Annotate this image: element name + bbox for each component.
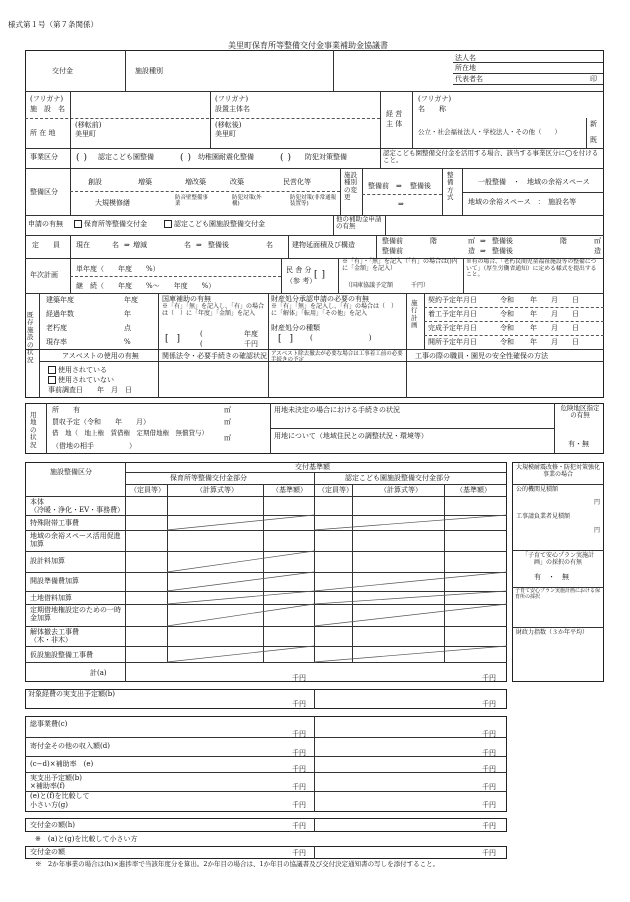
area-after: 整備後	[492, 237, 513, 245]
disaster-title: 危険地区指定の有無	[560, 404, 600, 420]
work-item-privatize[interactable]: 民営化等	[283, 178, 311, 186]
col-category: 施設整備区分	[50, 468, 92, 476]
other-subsidy-label: 他の補助金申請の有無	[336, 215, 382, 231]
fiscal-index: 財政力指数（３か年平均）	[516, 629, 589, 636]
sub-capacity: （定員等）	[130, 486, 165, 494]
sub-base-2: （基準額）	[456, 486, 491, 494]
g-label-1: (e)と(f)を比較して	[30, 792, 90, 800]
body-furigana: (フリガナ)	[215, 95, 249, 103]
capacity-increase: 増減	[133, 241, 147, 249]
m2-unit: ㎡	[224, 406, 231, 414]
d-label: 寄付金その他の収入額(d)	[30, 742, 110, 750]
existing-label: 既存施設の状況	[27, 311, 34, 364]
document-title: 美里町保育所等整備交付金事業補助金協議書	[228, 41, 388, 50]
row-design: 設計料加算	[30, 557, 65, 565]
row-grant	[25, 846, 507, 859]
public-estimate: 公的機関見積額	[516, 486, 559, 493]
arrow: ⇒	[480, 237, 486, 245]
disaster-value[interactable]: 有・無	[568, 440, 589, 448]
method-label: 整備方式	[447, 171, 454, 202]
start-date-label: 着工予定年月日	[428, 310, 477, 318]
land-local: 用地について（地域住民との調整状況・環境等）	[274, 432, 428, 440]
plan-note: 子育て安心プラン実施計画における保育所の採択	[515, 588, 601, 600]
asbestos-used: 使用されている	[58, 366, 107, 374]
grant-type-label: 交付金	[52, 67, 73, 75]
facility-furigana: (フリガナ)	[30, 95, 64, 103]
asbestos-not-used: 使用されていない	[58, 376, 114, 384]
unit: 千円	[482, 765, 496, 773]
land-lessor: （借地の相手 ）	[52, 442, 136, 450]
m2-unit: ㎡	[468, 237, 475, 245]
location-label: 所 在 地	[30, 129, 56, 137]
body-name-label: 設置主体名	[215, 105, 250, 113]
subsidy-note: ※「有」「無」を記入し、「有」の場合は（ ）に「年度」「金額」を記入	[162, 303, 265, 317]
date-value[interactable]: 年 月 日	[530, 310, 579, 318]
operator-label-2: 主 体	[386, 120, 403, 128]
h-note: ※ (a)と(g)を比較して小さい方	[35, 835, 138, 843]
project-category-label: 事業区分	[30, 153, 58, 161]
plan-title: 「子育て安心プラン実施計画」の採択の有無	[521, 552, 594, 566]
request-nursery: 保育所等整備交付金	[84, 220, 147, 228]
open-date-label: 開所予定年月日	[428, 338, 477, 346]
unit-person: 名	[112, 241, 119, 249]
work-item-repair[interactable]: 大規模修繕	[95, 199, 130, 207]
build-year-label: 建築年度	[46, 296, 74, 304]
row-land-lease: 土地借料加算	[30, 594, 72, 602]
degradation-unit: 点	[124, 324, 131, 332]
build-year-unit: 年度	[124, 296, 138, 304]
work-item-sound[interactable]: 防音壁整備事業	[175, 195, 209, 208]
structure-after: 整備後	[492, 247, 513, 255]
operator-label-1: 経 営	[386, 110, 403, 118]
yen: 円	[594, 527, 601, 534]
unit-person: 名	[184, 241, 191, 249]
land-lease: 借 地（ 地上権 賃借権 定期借地権 無償貸与）	[52, 429, 208, 437]
date-value[interactable]: 年 月 日	[530, 338, 579, 346]
area-before: 整備前	[382, 237, 403, 245]
group-nursery: 保育所等整備交付金部分	[170, 474, 247, 482]
work-item-ext-rebuild[interactable]: 増改築	[185, 178, 206, 186]
unit: 千円	[482, 700, 496, 708]
capacity-current: 現在	[76, 241, 90, 249]
asbestos-title: アスベストの使用の有無	[62, 352, 139, 360]
unit: 千円	[292, 822, 306, 830]
work-item-new[interactable]: 創設	[88, 178, 102, 186]
contract-date-label: 契約予定年月日	[428, 296, 477, 304]
summary-block	[25, 716, 507, 812]
structure-unit: 造	[468, 247, 475, 255]
degradation-label: 老朽度	[46, 324, 67, 332]
floors-unit-2: 階	[560, 237, 567, 245]
disposal-note: ※「有」「無」を記入し、「有」の場合は（ ）に「解体」「転用」「その他」を記入	[271, 303, 398, 317]
m2-unit: ㎡	[224, 434, 231, 442]
work-item-extension[interactable]: 増築	[138, 178, 152, 186]
land-bought: 買収予定（令和 年 月）	[52, 418, 150, 426]
private-label: 民 舎 分	[286, 266, 312, 274]
land-label: 用地の状況	[30, 411, 37, 449]
arrow: ⇒	[196, 241, 202, 249]
unit: 千円	[292, 730, 306, 738]
disposal-title: 財産処分承認申請の必要の有無	[271, 295, 369, 303]
unit: 千円	[292, 700, 306, 708]
structure-unit-2: 造	[594, 247, 601, 255]
age-unit: 年	[124, 310, 131, 318]
law-title: 関係法令・必要手続きの確認状況	[162, 352, 267, 360]
e-label: (c−d)×補助率 (e)	[30, 760, 94, 768]
f-label-2: ×補助率(f)	[30, 782, 65, 790]
side-title: 大規模耐震改修・防犯対策強化事業の場合	[515, 464, 600, 478]
group-kodomoen: 認定こども園施設整備交付金部分	[345, 474, 450, 482]
facility-type-label: 施設種別	[135, 67, 163, 75]
unit: 千円	[482, 730, 496, 738]
date-value[interactable]: 年 月 日	[530, 324, 579, 332]
contractor-estimate: 工事請負業者見積額	[516, 513, 571, 520]
operator-existing[interactable]: 既	[590, 136, 597, 144]
floors-unit: 階	[430, 237, 437, 245]
work-category-label: 整備区分	[30, 188, 58, 196]
structure-before: 整備前	[382, 247, 403, 255]
disposal-kind: 財産処分の種類	[271, 324, 320, 332]
era: 令和	[500, 310, 514, 318]
seal-mark: 印	[590, 75, 597, 83]
unit-total: 千円	[292, 674, 306, 682]
unit: 千円	[292, 801, 306, 809]
capacity-after: 整備後	[208, 241, 229, 249]
b-label: 対象経費の実支出予定額(b)	[28, 690, 115, 698]
sub-base: （基準額）	[272, 486, 307, 494]
arrow: ⇒	[396, 182, 402, 190]
land-owned: 所 有	[52, 406, 80, 414]
plan-single[interactable]: 単年度（ 年度 %）	[76, 265, 160, 273]
arrow: ⇒	[480, 247, 486, 255]
unit: 千円	[482, 783, 496, 791]
era: 令和	[500, 324, 514, 332]
form-number: 様式第１号（第７条関係）	[8, 20, 98, 29]
plan-multi[interactable]: 継 続（ 年度 %～ 年度 %）	[76, 282, 216, 290]
sub-formula-2: （計算式等）	[380, 486, 422, 494]
era: 令和	[500, 338, 514, 346]
yen: 円	[594, 499, 601, 506]
subsidy-amount-unit: 千円	[244, 340, 258, 348]
unit: 千円	[292, 749, 306, 757]
unit: 千円	[292, 783, 306, 791]
moved-to-value: 美里町	[215, 130, 236, 138]
method-option-2[interactable]: 地域の余裕スペース ： 施設名等	[468, 198, 577, 206]
unit: 千円	[292, 849, 306, 857]
aging-note: ※有の場合、「老朽民間児童福祉施設等の整備について」（厚生労働省通知）に定める様式を提出すること。	[466, 259, 597, 279]
schedule-label: 施行計画	[411, 299, 418, 330]
land-unsettled: 用地未決定の場合における手続きの状況	[274, 406, 400, 414]
row-special: 特殊附帯工事費	[30, 519, 79, 527]
method-option-1[interactable]: 一般整備 ・ 地域の余裕スペース	[478, 178, 590, 186]
subsidy-year-unit: 年度	[244, 330, 258, 338]
unit: 千円	[482, 749, 496, 757]
type-before: 整備前	[368, 182, 389, 190]
sub-capacity-2: （定員等）	[318, 486, 353, 494]
row-opening: 開設準備費加算	[30, 577, 79, 585]
subsidy-title: 国庫補助の有無	[162, 295, 211, 303]
unit-total-2: 千円	[482, 674, 496, 682]
row-temporary: 仮設施設整備工事費	[30, 651, 93, 659]
age-label: 経過年数	[46, 310, 74, 318]
private-note-amount: （国庫協議予定額 千円）	[345, 282, 430, 289]
moved-to-label: (移転後)	[215, 121, 242, 129]
row-space: 地域の余裕スペース活用促進加算	[30, 532, 121, 549]
survey-date[interactable]: 事前調査日 年 月 日	[48, 386, 132, 394]
ratio-label: 現存率	[46, 338, 67, 346]
row-demolition: 解体撤去工事費 （木・非木）	[30, 628, 79, 645]
row-h	[25, 818, 507, 832]
applicant-address: 所在地	[455, 64, 476, 72]
moved-from-label: (移転前)	[75, 121, 102, 129]
f-label-1: 実支出予定額(b)	[30, 774, 82, 782]
unit: 千円	[482, 849, 496, 857]
ref-label: （参 考）	[286, 277, 317, 285]
unit: 千円	[292, 765, 306, 773]
moved-from-value: 美里町	[75, 130, 96, 138]
m2-unit-2: ㎡	[594, 237, 601, 245]
category-option-kodomoen[interactable]: 認定こども園整備	[98, 153, 154, 161]
grant-label: 交付金の額	[30, 848, 65, 856]
unit-person: 名	[266, 241, 273, 249]
private-note: ※「有」・「無」を記入（「有」の場合は()内に「金額」を記入）	[342, 258, 458, 272]
arrow-2: ⇒	[398, 200, 404, 208]
sub-formula: （計算式等）	[196, 486, 238, 494]
m2-unit: ㎡	[224, 418, 231, 426]
g-label-2: 小さい方(g)	[30, 801, 68, 809]
safety-title: 工事の際の職員・園児の安全性確保の方法	[415, 352, 548, 360]
operator-new[interactable]: 新	[590, 120, 597, 128]
work-item-security-alarm[interactable]: 防犯対策(非常通報装置等)	[290, 195, 337, 208]
operator-types[interactable]: 公立・社会福祉法人・学校法人・その他（ ）	[418, 128, 561, 136]
base-header: 交付基準額	[295, 463, 330, 471]
facility-name-label: 施 設 名	[30, 105, 65, 113]
footer-note: ※ 2か年事業の場合は(h)×進捗率で当該年度分を算出。2か年目の場合は、1か年目の協議書及び交付決定通知書の写しを添付すること。	[35, 860, 440, 868]
category-option-kindergarten[interactable]: 幼稚園耐震化整備	[198, 153, 254, 161]
category-option-security[interactable]: 防犯対策整備	[305, 153, 347, 161]
era: 令和	[500, 296, 514, 304]
request-kodomoen: 認定こども園施設整備交付金	[174, 220, 265, 228]
work-item-security-ext[interactable]: 防犯対策(外構)	[232, 195, 262, 208]
row-lease-lump: 定期借地権設定のための一時金加算	[30, 606, 121, 623]
unit: 千円	[482, 801, 496, 809]
row-total: 計(a)	[90, 669, 107, 677]
capacity-label: 定 員	[32, 241, 60, 249]
c-label: 総事業費(c)	[30, 720, 68, 728]
applicant-corp: 法人名	[455, 54, 476, 62]
work-item-rebuild[interactable]: 改築	[230, 178, 244, 186]
area-label: 建物延面積及び構造	[292, 241, 355, 249]
annual-plan-label: 年次計画	[30, 271, 58, 279]
category-note: 認定こども園整備交付金を活用する場合、該当する事業区分に◯を付けること。	[383, 149, 599, 165]
type-change-label: 施設種別の変更	[344, 171, 357, 202]
arrow: ⇒	[124, 241, 130, 249]
row-main: 本体 （冷暖・浄化・EV・事務費）	[30, 498, 125, 515]
operator-furigana: (フリガナ)	[418, 95, 452, 103]
request-label: 申請の有無	[28, 220, 63, 228]
plan-value[interactable]: 有 ・ 無	[534, 573, 569, 581]
removal-title: アスベスト除去撤去が必要な場合は工事着工前の必要手続きの予定	[271, 351, 403, 364]
complete-date-label: 完成予定年月日	[428, 324, 477, 332]
side-panel	[512, 462, 604, 682]
date-value[interactable]: 年 月 日	[530, 296, 579, 304]
ratio-unit: %	[124, 338, 131, 346]
type-after: 整備後	[410, 182, 431, 190]
applicant-rep: 代表者名	[455, 75, 483, 83]
operator-name-label: 名 称	[418, 105, 446, 113]
unit: 千円	[482, 822, 496, 830]
h-label: 交付金の額(h)	[30, 821, 75, 829]
